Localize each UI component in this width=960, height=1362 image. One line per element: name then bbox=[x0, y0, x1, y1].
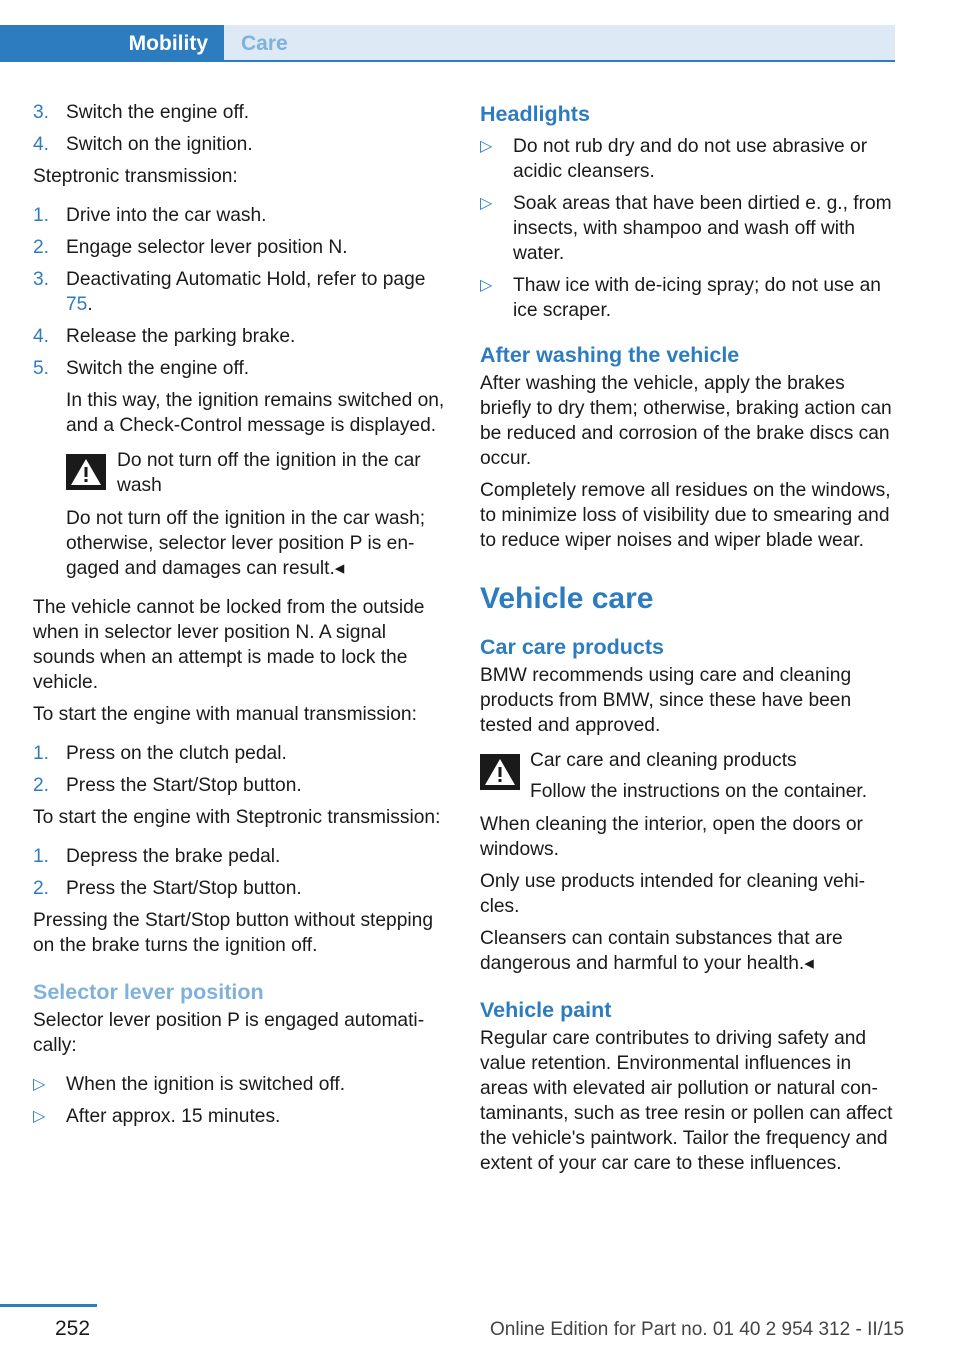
step-text-end: . bbox=[87, 294, 93, 315]
triangle-bullet-icon: ▷ bbox=[480, 195, 493, 212]
step-number: 2. bbox=[33, 237, 50, 258]
list-item bbox=[33, 844, 445, 869]
right-column bbox=[480, 100, 898, 1183]
chapter-header bbox=[0, 0, 895, 62]
warning-title: Car care and cleaning products bbox=[530, 750, 797, 771]
bullet-text: When the ignition is switched off. bbox=[66, 1074, 346, 1095]
step-text: Deactivating Automatic Hold, refer to page bbox=[66, 269, 426, 290]
warning-body: Follow the instructions on the container. bbox=[530, 781, 868, 802]
step-text: Depress the brake pedal. bbox=[66, 846, 281, 867]
paragraph: Cleansers can contain substances that are dangerous and harmful to your health.◂ bbox=[480, 928, 843, 974]
step-number: 3. bbox=[33, 269, 50, 290]
paragraph: After washing the vehicle, apply the brakes briefly to dry them; otherwise, braking action can be reduced and corrosion of the brake discs can occur. bbox=[480, 373, 892, 469]
step-text: Switch the engine off. bbox=[66, 102, 250, 123]
list-item bbox=[33, 876, 445, 901]
bullet-text: Do not rub dry and do not use abrasive or acidic cleansers. bbox=[513, 136, 868, 182]
bullet-item bbox=[480, 134, 898, 184]
tab-care[interactable]: Care bbox=[224, 25, 895, 62]
triangle-bullet-icon: ▷ bbox=[33, 1108, 46, 1125]
step-text: Drive into the car wash. bbox=[66, 205, 267, 226]
step-number: 5. bbox=[33, 358, 50, 379]
list-item bbox=[33, 203, 445, 228]
bullet-item bbox=[33, 1104, 445, 1129]
paragraph: Regular care contributes to driving safety and value retention. Environmental influences in areas with elevated air pollution or natural contaminants, such as tree resin or pollen can affect the vehicle's paintwork. Tailor the frequency and extent of your car care to these influences. bbox=[480, 1028, 893, 1174]
triangle-bullet-icon: ▷ bbox=[480, 277, 493, 294]
warning-box bbox=[480, 748, 898, 804]
bullet-text: After approx. 15 minutes. bbox=[66, 1106, 281, 1127]
page-number: 252 bbox=[55, 1317, 91, 1340]
paragraph: To start the engine with manual transmission: bbox=[33, 704, 417, 725]
tab-mobility[interactable]: Mobility bbox=[0, 25, 224, 62]
paragraph: To start the engine with Steptronic transmission: bbox=[33, 807, 441, 828]
triangle-bullet-icon: ▷ bbox=[480, 138, 493, 155]
step-number: 4. bbox=[33, 134, 50, 155]
paragraph: Pressing the Start/Stop button without stepping on the brake turns the ignition off. bbox=[33, 910, 433, 956]
section-heading: Selector lever position bbox=[33, 980, 264, 1004]
warning-box bbox=[33, 448, 445, 498]
section-heading: Headlights bbox=[480, 102, 590, 126]
step-number: 2. bbox=[33, 775, 50, 796]
warning-icon bbox=[66, 454, 106, 490]
list-item bbox=[33, 356, 445, 381]
list-item bbox=[33, 132, 445, 157]
bullet-item bbox=[33, 1072, 445, 1097]
paragraph: When cleaning the interior, open the doors or windows. bbox=[480, 814, 863, 860]
bullet-text: Soak areas that have been dirtied e. g., from insects, with shampoo and wash off with water. bbox=[513, 193, 892, 264]
step-number: 1. bbox=[33, 846, 50, 867]
paragraph: Selector lever position P is engaged automatically: bbox=[33, 1010, 425, 1056]
list-item bbox=[33, 773, 445, 798]
triangle-bullet-icon: ▷ bbox=[33, 1076, 46, 1093]
step-number: 4. bbox=[33, 326, 50, 347]
warning-icon bbox=[480, 754, 520, 790]
list-item bbox=[33, 324, 445, 349]
step-text: Press the Start/Stop button. bbox=[66, 878, 302, 899]
step-text: Engage selector lever position N. bbox=[66, 237, 348, 258]
paragraph: Only use products intended for cleaning vehicles. bbox=[480, 871, 866, 917]
step-text: Switch the engine off. bbox=[66, 358, 250, 379]
warning-body: Do not turn off the ignition in the car wash; otherwise, selector lever position P is engaged and damages can result.◂ bbox=[66, 508, 426, 579]
bullet-item bbox=[480, 273, 898, 323]
page-link[interactable]: 75 bbox=[66, 294, 88, 315]
list-item bbox=[33, 741, 445, 766]
step-note: In this way, the ignition remains switched on, and a Check-Control message is displayed. bbox=[66, 390, 445, 436]
paragraph: BMW recommends using care and cleaning products from BMW, since these have been tested and approved. bbox=[480, 665, 852, 736]
step-text: Press the Start/Stop button. bbox=[66, 775, 302, 796]
section-heading: Car care products bbox=[480, 635, 665, 659]
section-heading: Vehicle paint bbox=[480, 998, 612, 1022]
header-underline bbox=[224, 60, 895, 62]
warning-title: Do not turn off the ignition in the car wash bbox=[117, 450, 421, 496]
step-number: 2. bbox=[33, 878, 50, 899]
bullet-item bbox=[480, 191, 898, 266]
paragraph: The vehicle cannot be locked from the outside when in selector lever position N. A signal sounds when an attempt is made to lock the vehicle. bbox=[33, 597, 425, 693]
edition-text: Online Edition for Part no. 01 40 2 954 312 - II/15 bbox=[490, 1319, 905, 1340]
steptronic-label: Steptronic transmission: bbox=[33, 166, 238, 187]
list-item bbox=[33, 100, 445, 125]
list-item bbox=[33, 235, 445, 260]
step-number: 3. bbox=[33, 102, 50, 123]
step-text: Switch on the ignition. bbox=[66, 134, 253, 155]
step-number: 1. bbox=[33, 205, 50, 226]
step-text: Press on the clutch pedal. bbox=[66, 743, 287, 764]
step-text: Release the parking brake. bbox=[66, 326, 296, 347]
step-number: 1. bbox=[33, 743, 50, 764]
section-heading: After washing the vehicle bbox=[480, 343, 740, 367]
footer-rule bbox=[0, 1304, 97, 1307]
list-item bbox=[33, 267, 445, 317]
bullet-text: Thaw ice with de-icing spray; do not use an ice scraper. bbox=[513, 275, 881, 321]
chapter-heading: Vehicle care bbox=[480, 582, 654, 615]
left-column bbox=[33, 100, 445, 1136]
paragraph: Completely remove all residues on the windows, to minimize loss of visibility due to smearing and to reduce wiper noises and wiper blade wear. bbox=[480, 480, 891, 551]
